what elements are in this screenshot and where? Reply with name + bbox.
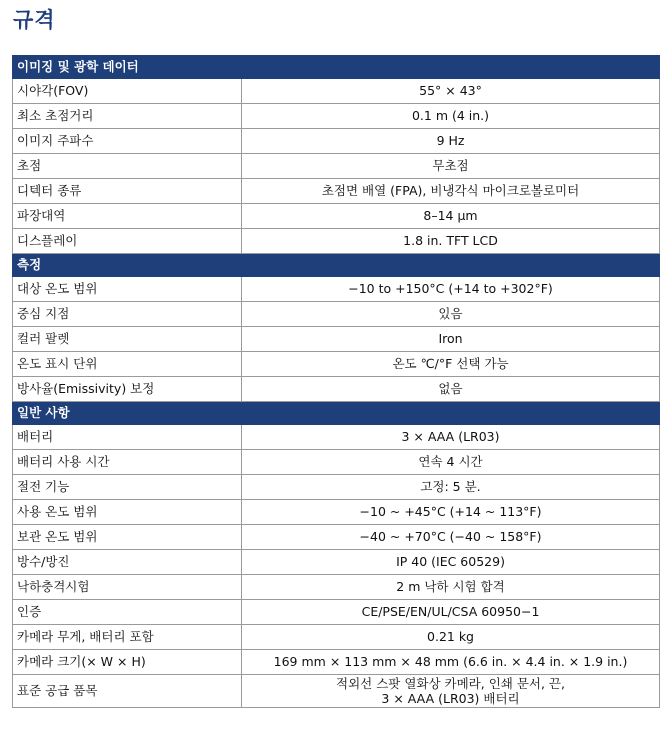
row-value: Iron <box>242 327 660 352</box>
row-value: −10 ~ +45°C (+14 ~ 113°F) <box>242 500 660 525</box>
table-row <box>13 204 660 229</box>
row-value: 온도 ℃/°F 선택 가능 <box>242 352 660 377</box>
row-label: 표준 공급 품목 <box>13 675 242 708</box>
row-label: 낙하충격시험 <box>13 575 242 600</box>
row-value: 1.8 in. TFT LCD <box>242 229 660 254</box>
section-heading: 일반 사항 <box>13 402 660 425</box>
table-row <box>13 550 660 575</box>
row-label: 보관 온도 범위 <box>13 525 242 550</box>
row-label: 카메라 크기(× W × H) <box>13 650 242 675</box>
row-value: 없음 <box>242 377 660 402</box>
row-label: 인증 <box>13 600 242 625</box>
table-row <box>13 575 660 600</box>
row-label: 배터리 <box>13 425 242 450</box>
row-label: 디스플레이 <box>13 229 242 254</box>
table-row <box>13 277 660 302</box>
row-label: 카메라 무게, 배터리 포함 <box>13 625 242 650</box>
table-row <box>13 352 660 377</box>
section-header-imaging <box>13 56 660 79</box>
row-value: 8–14 μm <box>242 204 660 229</box>
row-value-line: 3 × AAA (LR03) 배터리 <box>381 691 520 706</box>
section-header-general <box>13 402 660 425</box>
row-value-line: 적외선 스팟 열화상 카메라, 인쇄 문서, 끈, <box>336 676 565 691</box>
row-label: 디텍터 종류 <box>13 179 242 204</box>
spec-table <box>12 55 660 708</box>
row-value: −40 ~ +70°C (−40 ~ 158°F) <box>242 525 660 550</box>
row-label: 방사율(Emissivity) 보정 <box>13 377 242 402</box>
table-row <box>13 650 660 675</box>
table-row <box>13 475 660 500</box>
table-row <box>13 500 660 525</box>
table-row <box>13 600 660 625</box>
row-value: IP 40 (IEC 60529) <box>242 550 660 575</box>
table-row <box>13 129 660 154</box>
row-label: 이미지 주파수 <box>13 129 242 154</box>
page-title: 규격 <box>13 8 56 32</box>
section-heading: 측정 <box>13 254 660 277</box>
row-value: 55° × 43° <box>242 79 660 104</box>
row-value: CE/PSE/EN/UL/CSA 60950−1 <box>242 600 660 625</box>
table-row <box>13 675 660 708</box>
row-value: 2 m 낙하 시험 합격 <box>242 575 660 600</box>
row-value: 연속 4 시간 <box>242 450 660 475</box>
row-label: 시야각(FOV) <box>13 79 242 104</box>
section-header-measurement <box>13 254 660 277</box>
row-value: 169 mm × 113 mm × 48 mm (6.6 in. × 4.4 in. × 1.9 in.) <box>242 650 660 675</box>
table-row <box>13 327 660 352</box>
row-value: 있음 <box>242 302 660 327</box>
table-row <box>13 179 660 204</box>
table-row <box>13 229 660 254</box>
table-row <box>13 302 660 327</box>
row-value: 초점면 배열 (FPA), 비냉각식 마이크로볼로미터 <box>242 179 660 204</box>
table-row <box>13 79 660 104</box>
table-row <box>13 450 660 475</box>
row-value: −10 to +150°C (+14 to +302°F) <box>242 277 660 302</box>
row-label: 절전 기능 <box>13 475 242 500</box>
table-row <box>13 425 660 450</box>
row-label: 배터리 사용 시간 <box>13 450 242 475</box>
section-heading: 이미징 및 광학 데이터 <box>13 56 660 79</box>
table-row <box>13 625 660 650</box>
row-label: 최소 초점거리 <box>13 104 242 129</box>
row-value: 9 Hz <box>242 129 660 154</box>
row-label: 대상 온도 범위 <box>13 277 242 302</box>
row-value: 무초점 <box>242 154 660 179</box>
row-label: 초점 <box>13 154 242 179</box>
table-row <box>13 377 660 402</box>
row-label: 컬러 팔렛 <box>13 327 242 352</box>
table-row <box>13 154 660 179</box>
table-row <box>13 525 660 550</box>
row-label: 온도 표시 단위 <box>13 352 242 377</box>
row-label: 파장대역 <box>13 204 242 229</box>
row-value: 3 × AAA (LR03) <box>242 425 660 450</box>
row-label: 중심 지점 <box>13 302 242 327</box>
row-value: 0.1 m (4 in.) <box>242 104 660 129</box>
row-value: 0.21 kg <box>242 625 660 650</box>
row-value <box>242 675 660 708</box>
row-value: 고정: 5 분. <box>242 475 660 500</box>
table-row <box>13 104 660 129</box>
row-label: 방수/방진 <box>13 550 242 575</box>
row-label: 사용 온도 범위 <box>13 500 242 525</box>
